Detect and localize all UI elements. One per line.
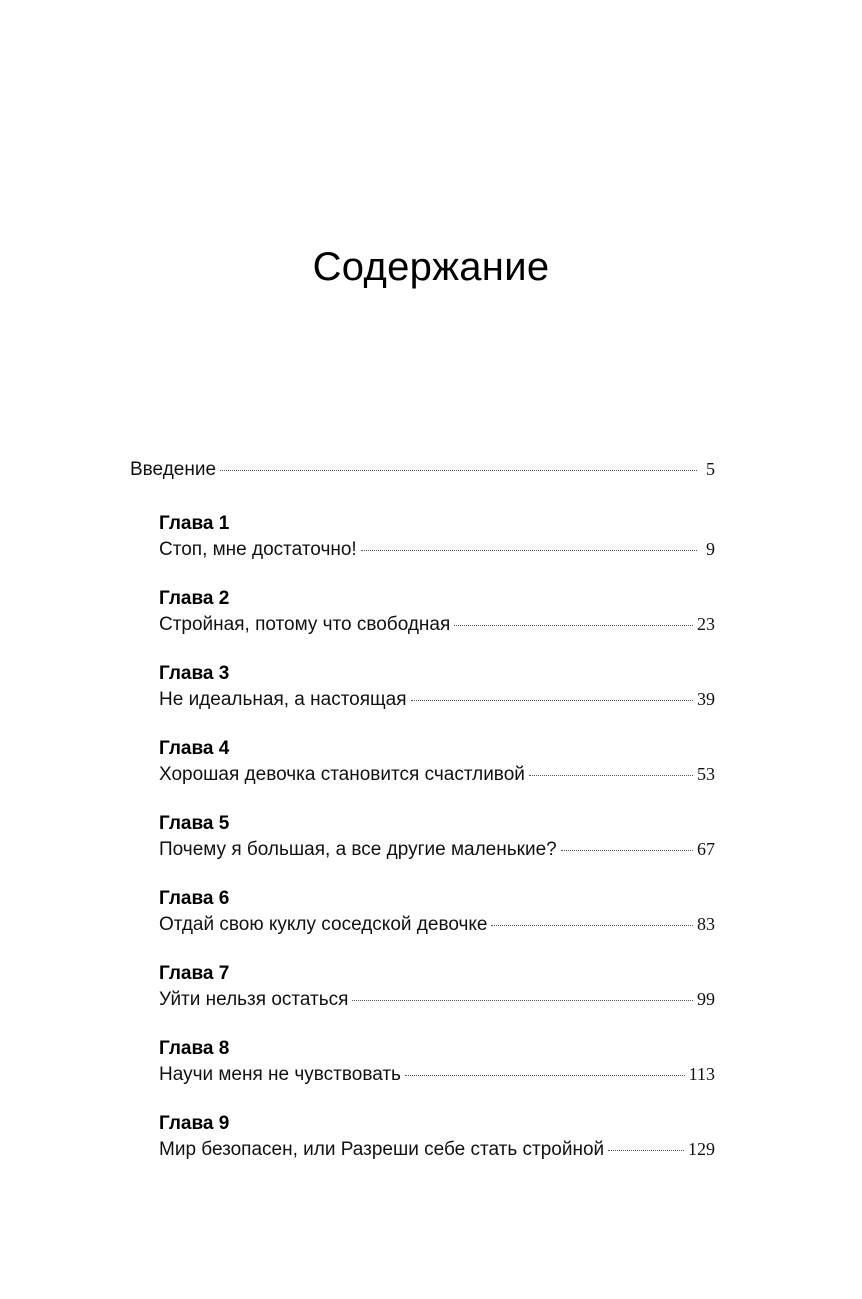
page-title: Содержание	[312, 244, 550, 289]
chapter-label: Глава 5	[159, 813, 230, 834]
toc-page-number: 113	[688, 1064, 715, 1084]
dot-leader	[352, 1000, 693, 1001]
toc-entry-introduction[interactable]	[130, 456, 715, 483]
dot-leader	[529, 775, 693, 776]
toc-entry-title: Введение	[130, 459, 217, 480]
toc-page-number: 67	[697, 839, 715, 859]
table-of-contents	[130, 452, 715, 1186]
chapter-label: Глава 2	[159, 588, 230, 609]
chapter-label: Глава 1	[159, 513, 230, 534]
toc-entry-title: Мир безопасен, или Разреши себе стать стройной	[159, 1139, 605, 1160]
toc-entry-title: Почему я большая, а все другие маленькие?	[159, 839, 557, 860]
toc-entry-title: Хорошая девочка становится счастливой	[159, 764, 525, 785]
chapter-label: Глава 3	[159, 663, 230, 684]
dot-leader	[491, 925, 693, 926]
toc-entry-chapter-3[interactable]	[130, 661, 715, 713]
toc-entry-chapter-5[interactable]	[130, 811, 715, 863]
chapter-label: Глава 4	[159, 738, 230, 759]
toc-entry-chapter-6[interactable]	[130, 886, 715, 938]
toc-entry-title: Стоп, мне достаточно!	[159, 539, 357, 560]
dot-leader	[361, 550, 697, 551]
chapter-label: Глава 7	[159, 963, 230, 984]
toc-page-number: 39	[697, 689, 715, 709]
dot-leader	[561, 850, 693, 851]
chapter-label: Глава 9	[159, 1113, 230, 1134]
chapter-label: Глава 6	[159, 888, 230, 909]
toc-entry-chapter-1[interactable]	[130, 511, 715, 563]
toc-entry-chapter-8[interactable]	[130, 1036, 715, 1088]
dot-leader	[454, 625, 693, 626]
toc-page-number: 99	[697, 989, 715, 1009]
toc-page-number: 5	[706, 459, 715, 479]
toc-page-number: 23	[697, 614, 715, 634]
toc-entry-chapter-2[interactable]	[130, 586, 715, 638]
toc-entry-title: Стройная, потому что свободная	[159, 614, 451, 635]
dot-leader	[405, 1075, 685, 1076]
toc-page-number: 129	[688, 1139, 715, 1159]
toc-page-number: 53	[697, 764, 715, 784]
chapter-label: Глава 8	[159, 1038, 230, 1059]
toc-entry-title: Отдай свою куклу соседской девочке	[159, 914, 488, 935]
toc-entry-chapter-4[interactable]	[130, 736, 715, 788]
toc-entry-chapter-7[interactable]	[130, 961, 715, 1013]
dot-leader	[220, 470, 697, 471]
dot-leader	[411, 700, 693, 701]
toc-entry-chapter-9[interactable]	[130, 1111, 715, 1163]
toc-page-number: 83	[697, 914, 715, 934]
toc-entry-title: Не идеальная, а настоящая	[159, 689, 407, 710]
toc-entry-title: Уйти нельзя остаться	[159, 989, 349, 1010]
toc-entry-title: Научи меня не чувствовать	[159, 1064, 401, 1085]
toc-page-number: 9	[706, 539, 715, 559]
dot-leader	[608, 1150, 684, 1151]
